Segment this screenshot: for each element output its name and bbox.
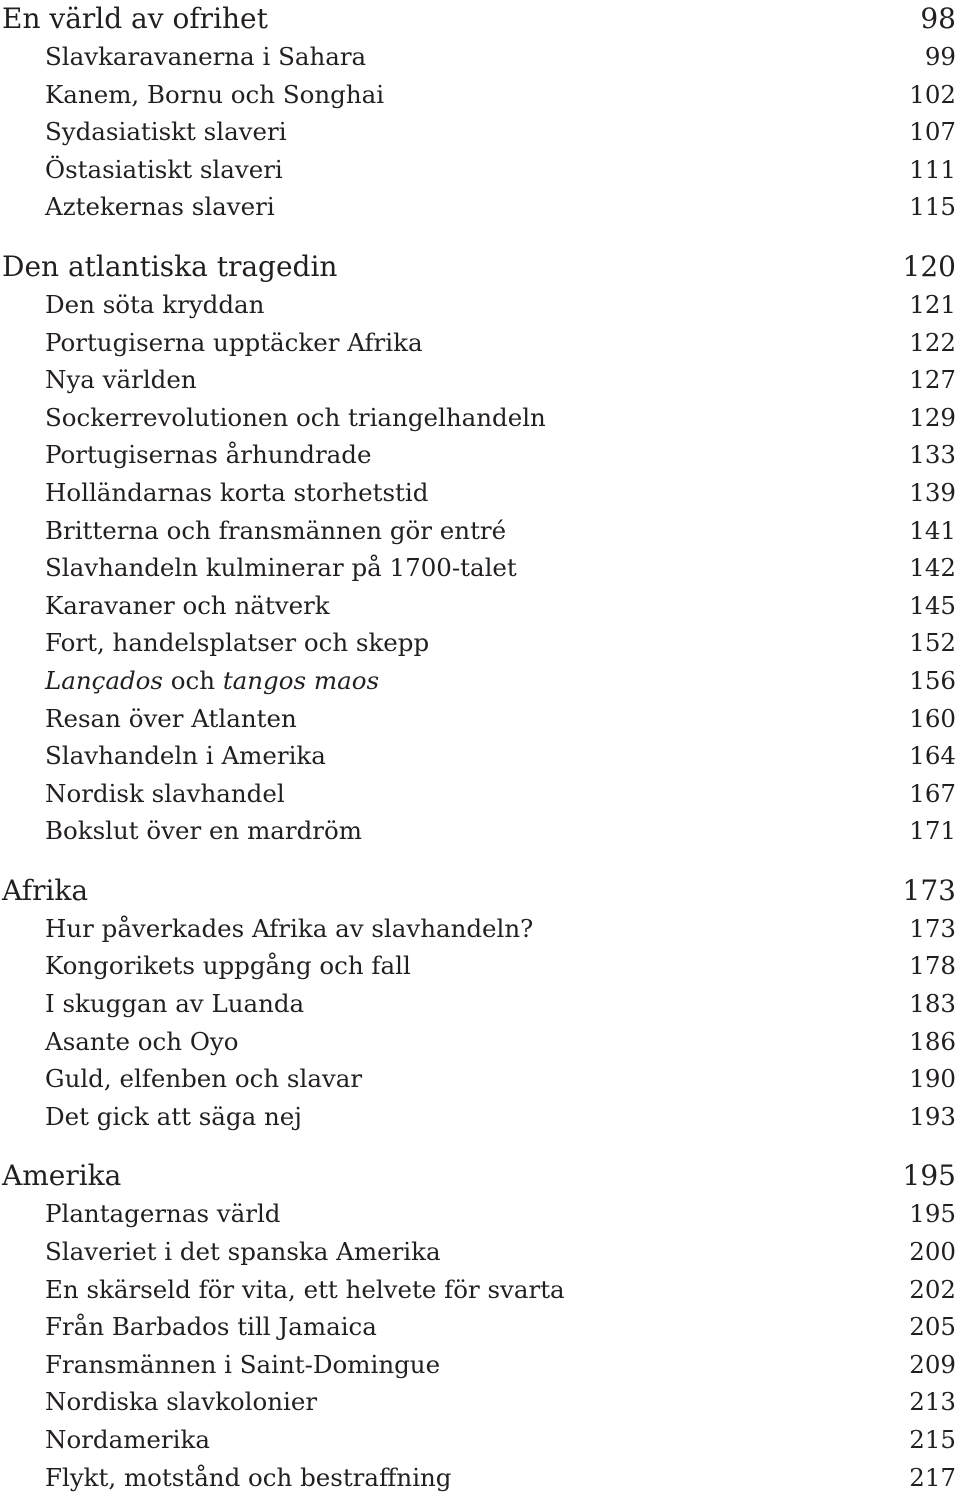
entry-title-conjunction: och	[163, 665, 223, 695]
entry-page-number: 129	[909, 402, 956, 432]
toc-entry	[0, 474, 960, 512]
chapter-heading	[0, 1157, 960, 1195]
entry-page-number: 183	[909, 989, 956, 1019]
toc-entry	[0, 324, 960, 362]
entry-page-number: 167	[909, 778, 956, 808]
entry-title: En skärseld för vita, ett helvete för svarta	[45, 1274, 565, 1304]
entry-title: Holländarnas korta storhetstid	[45, 477, 429, 507]
entry-page-number: 139	[909, 477, 956, 507]
toc-entry	[0, 549, 960, 587]
entry-page-number: 195	[909, 1199, 956, 1229]
entry-page-number: 115	[909, 192, 956, 222]
entry-page-number: 121	[909, 289, 956, 319]
toc-entry	[0, 812, 960, 850]
entry-title: Nordamerika	[45, 1425, 210, 1454]
toc-entry	[0, 151, 960, 189]
entry-page-number: 213	[909, 1387, 956, 1417]
entry-page-number: 164	[909, 741, 956, 771]
entry-title: Nordiska slavkolonier	[45, 1387, 318, 1417]
entry-page-number: 186	[909, 1026, 956, 1056]
entry-page-number: 217	[909, 1462, 956, 1492]
entry-page-number: 145	[909, 590, 956, 620]
toc-entry	[0, 1098, 960, 1136]
entry-page-number: 193	[909, 1101, 956, 1131]
chapter-page-number: 173	[902, 873, 956, 907]
entry-title: Från Barbados till Jamaica	[45, 1312, 377, 1342]
entry-title: Slaveriet i det spanska Amerika	[45, 1237, 441, 1267]
chapter-page-number: 120	[902, 249, 956, 283]
toc-entry	[0, 436, 960, 474]
entry-title: Portugisernas århundrade	[45, 440, 372, 470]
entry-title: Nordisk slavhandel	[45, 778, 285, 808]
entry-page-number: 209	[909, 1349, 956, 1379]
entry-page-number: 215	[909, 1425, 956, 1454]
toc-entry	[0, 1023, 960, 1061]
entry-title: Fort, handelsplatser och skepp	[45, 628, 430, 658]
entry-title: Sydasiatiskt slaveri	[45, 117, 287, 147]
chapter-title: Afrika	[2, 873, 89, 907]
entry-title: Plantagernas värld	[45, 1199, 281, 1229]
toc-entry	[0, 1233, 960, 1271]
toc-entry	[0, 512, 960, 550]
entry-page-number: 99	[924, 42, 956, 71]
entry-page-number: 141	[909, 515, 956, 545]
entry-title-italic: tangos maos	[222, 665, 380, 695]
entry-title: Karavaner och nätverk	[45, 590, 330, 620]
entry-title: Fransmännen i Saint-Domingue	[45, 1349, 441, 1379]
toc-entry	[0, 1308, 960, 1346]
toc-section	[0, 1157, 960, 1496]
chapter-heading	[0, 0, 960, 38]
toc-entry	[0, 1060, 960, 1098]
entry-page-number: 156	[909, 665, 956, 695]
toc-entry	[0, 910, 960, 948]
chapter-heading	[0, 872, 960, 910]
entry-title: Slavkaravanerna i Sahara	[45, 42, 367, 71]
toc-entry	[0, 700, 960, 738]
entry-page-number: 202	[909, 1274, 956, 1304]
toc-entry	[0, 587, 960, 625]
entry-title: Guld, elfenben och slavar	[45, 1064, 363, 1094]
toc-entry	[0, 1383, 960, 1421]
toc-entry	[0, 286, 960, 324]
entry-title: Asante och Oyo	[45, 1026, 239, 1056]
toc-section	[0, 248, 960, 850]
toc-entry	[0, 1421, 960, 1459]
entry-title: Sockerrevolutionen och triangelhandeln	[45, 402, 546, 432]
toc-entry	[0, 775, 960, 813]
entry-page-number: 160	[909, 703, 956, 733]
toc-entry	[0, 361, 960, 399]
entry-page-number: 133	[909, 440, 956, 470]
entry-title-italic: Lançados	[45, 665, 163, 695]
toc-entry	[0, 113, 960, 151]
chapter-heading	[0, 248, 960, 286]
entry-title: Hur påverkades Afrika av slavhandeln?	[45, 913, 534, 943]
toc-entry	[0, 737, 960, 775]
entry-page-number: 107	[909, 117, 956, 147]
toc-entry	[0, 985, 960, 1023]
entry-title: Östasiatiskt slaveri	[45, 154, 283, 184]
entry-title: Slavhandeln i Amerika	[45, 741, 326, 771]
entry-title: Kongorikets uppgång och fall	[45, 951, 411, 981]
toc-entry	[0, 1195, 960, 1233]
toc-entry	[0, 1271, 960, 1309]
chapter-page-number: 98	[920, 2, 956, 35]
entry-title: Flykt, motstånd och bestraffning	[45, 1462, 452, 1492]
toc-entry	[0, 76, 960, 114]
entry-title: Aztekernas slaveri	[45, 192, 275, 222]
entry-title: Det gick att säga nej	[45, 1101, 302, 1131]
toc-entry	[0, 38, 960, 76]
entry-page-number: 190	[909, 1064, 956, 1094]
entry-title: Britterna och fransmännen gör entré	[45, 515, 507, 545]
toc-entry	[0, 624, 960, 662]
entry-title: Slavhandeln kulminerar på 1700-talet	[45, 553, 517, 583]
entry-title: Portugiserna upptäcker Afrika	[45, 327, 423, 357]
toc-entry	[0, 947, 960, 985]
entry-page-number: 111	[909, 154, 956, 184]
entry-title: Den söta kryddan	[45, 289, 265, 319]
entry-page-number: 122	[909, 327, 956, 357]
entry-title	[45, 662, 379, 700]
toc-section	[0, 872, 960, 1136]
entry-title: Nya världen	[45, 365, 197, 395]
entry-title: Resan över Atlanten	[45, 703, 297, 733]
entry-page-number: 178	[909, 951, 956, 981]
toc-entry	[0, 188, 960, 226]
chapter-title: Den atlantiska tragedin	[2, 249, 338, 283]
toc-entry	[0, 662, 960, 700]
entry-page-number: 127	[909, 365, 956, 395]
entry-page-number: 102	[909, 79, 956, 109]
entry-page-number: 152	[909, 628, 956, 658]
entry-page-number: 142	[909, 553, 956, 583]
entry-page-number: 171	[909, 816, 956, 846]
entry-title: I skuggan av Luanda	[45, 989, 305, 1019]
entry-title: Kanem, Bornu och Songhai	[45, 79, 385, 109]
toc-entry	[0, 1346, 960, 1384]
toc-entry	[0, 399, 960, 437]
chapter-page-number: 195	[902, 1159, 956, 1193]
entry-page-number: 200	[909, 1237, 956, 1267]
entry-page-number: 173	[909, 913, 956, 943]
entry-page-number: 205	[909, 1312, 956, 1342]
toc-section	[0, 0, 960, 226]
chapter-title: En värld av ofrihet	[2, 2, 268, 35]
chapter-title: Amerika	[2, 1159, 122, 1193]
entry-title: Bokslut över en mardröm	[45, 816, 363, 846]
toc-entry	[0, 1459, 960, 1496]
